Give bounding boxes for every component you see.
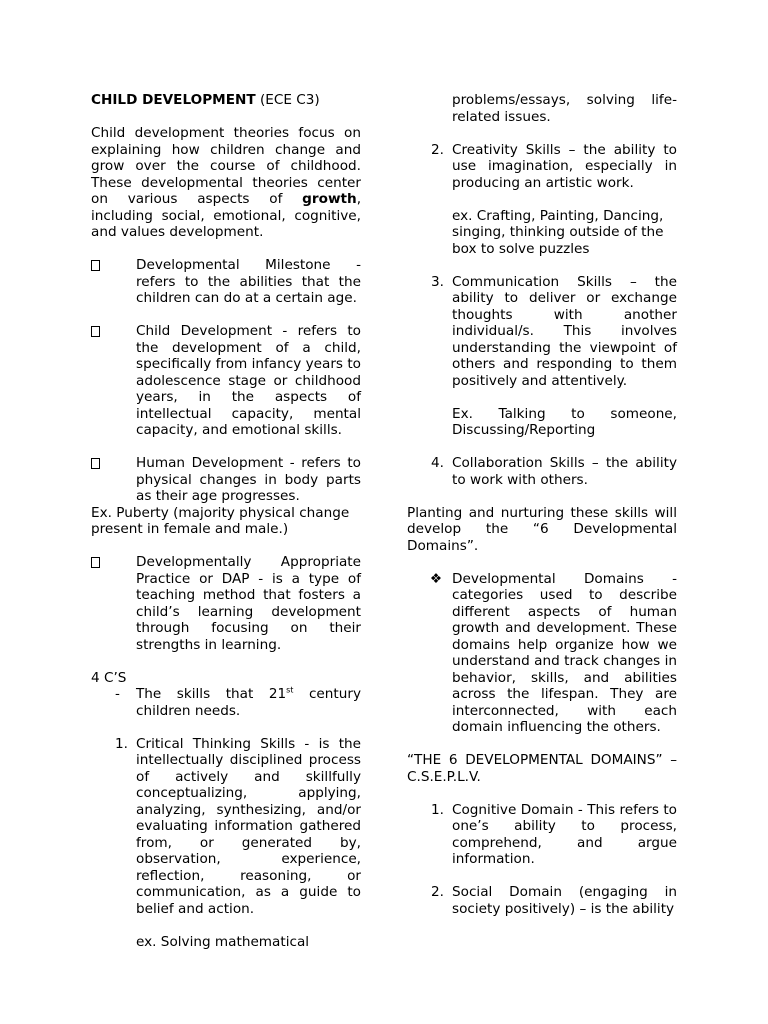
title-bold: CHILD DEVELOPMENT: [91, 92, 256, 108]
dash-item: [91, 686, 361, 719]
item1-example-continued: problems/essays, solving life-related issues.: [452, 92, 677, 125]
bullet-text: Child Development - refers to the development of a child, specifically from infancy years to adolescence stage or childhood years, in the aspects of intellectual capacity, mental capacity, and emotional skills.: [136, 323, 361, 438]
bullet-text: Human Development - refers to physical changes in body parts as their age progresses.: [136, 455, 361, 504]
dash-text-before: The skills that 21: [136, 686, 287, 702]
domain-item-1: [407, 802, 677, 868]
square-bullet-icon: [91, 326, 100, 337]
document-title: [91, 92, 361, 109]
four-cs-heading: 4 C’S: [91, 669, 127, 686]
title-rest: (ECE C3): [259, 92, 320, 108]
item-number: 4.: [431, 455, 444, 471]
item-number: 2.: [431, 884, 444, 900]
item-text: Creativity Skills – the ability to use imagination, especially in producing an artistic work.: [452, 141, 677, 191]
item-number: 1.: [115, 735, 128, 752]
item-text: Communication Skills – the ability to deliver or exchange thoughts with another individual/s. This involves understanding the viewpoint of others and responding to them positively and attentively.: [452, 273, 677, 389]
numbered-item-3: [407, 274, 677, 390]
dash-marker: -: [115, 686, 120, 702]
bullet-text: Developmentally Appropriate Practice or DAP - is a type of teaching method that fosters a child’s learning development through focusing on their strengths in learning.: [136, 554, 361, 653]
item1-example: ex. Solving mathematical: [136, 933, 310, 950]
item-text: Critical Thinking Skills - is the intellectually disciplined process of actively and skillfully conceptualizing, applying, analyzing, synthesizing, and/or evaluating information gathered from, or generated by, observation, experience, reflection, reasoning, or communication, as a guide to belief and action.: [136, 735, 361, 917]
planting-paragraph: Planting and nurturing these skills will develop the “6 Developmental Domains”.: [407, 504, 677, 554]
numbered-item-1: [91, 736, 361, 918]
item3-example: Ex. Talking to someone, Discussing/Reporting: [452, 405, 677, 438]
intro-bold-word: growth: [302, 191, 357, 207]
right-column: [407, 92, 677, 934]
bullet-text: Developmental Milestone - refers to the abilities that the children can do at a certain age.: [136, 257, 361, 306]
intro-text-before: Child development theories focus on explaining how children change and grow over the course of childhood. These developmental theories center on various aspects of: [91, 125, 361, 207]
item-number: 1.: [431, 801, 444, 818]
intro-paragraph: [91, 125, 361, 241]
bullet-child-development: [91, 323, 361, 439]
square-bullet-icon: [91, 260, 100, 271]
item-text: Collaboration Skills – the ability to work with others.: [452, 455, 677, 488]
six-domains-heading: “THE 6 DEVELOPMENTAL DOMAINS” – C.S.E.P.L.V.: [407, 752, 677, 785]
item-text: Cognitive Domain - This refers to one’s ability to process, comprehend, and argue information.: [452, 801, 677, 867]
dash-text-after: century children needs.: [136, 686, 361, 719]
item-text: Social Domain (engaging in society positively) – is the ability: [452, 884, 677, 917]
item2-example: ex. Crafting, Painting, Dancing, singing, thinking outside of the box to solve puzzles: [452, 207, 664, 257]
dash-superscript: st: [286, 685, 294, 695]
diamond-bullet-icon: ❖: [429, 570, 442, 587]
left-column: [91, 92, 361, 967]
square-bullet-icon: [91, 557, 100, 568]
square-bullet-icon: [91, 458, 100, 469]
human-development-example: Ex. Puberty (majority physical change present in female and male.): [91, 504, 350, 537]
numbered-item-4: [407, 455, 677, 488]
item-number: 2.: [431, 141, 444, 158]
domain-item-2: [407, 884, 677, 917]
bullet-developmental-milestone: [91, 257, 361, 307]
bullet-human-development: [91, 455, 361, 505]
item-number: 3.: [431, 273, 444, 290]
numbered-item-2: [407, 142, 677, 192]
domains-definition: Developmental Domains - categories used to describe different aspects of human growth and development. These domains help organize how we understand and track changes in behavior, skills, and abilities across the lifespan. They are interconnected, with each domain influencing the others.: [452, 570, 677, 735]
bullet-dap: [91, 554, 361, 653]
diamond-bullet-item: [407, 571, 677, 736]
intro-text-after: , including social, emotional, cognitive, and values development.: [91, 191, 362, 240]
